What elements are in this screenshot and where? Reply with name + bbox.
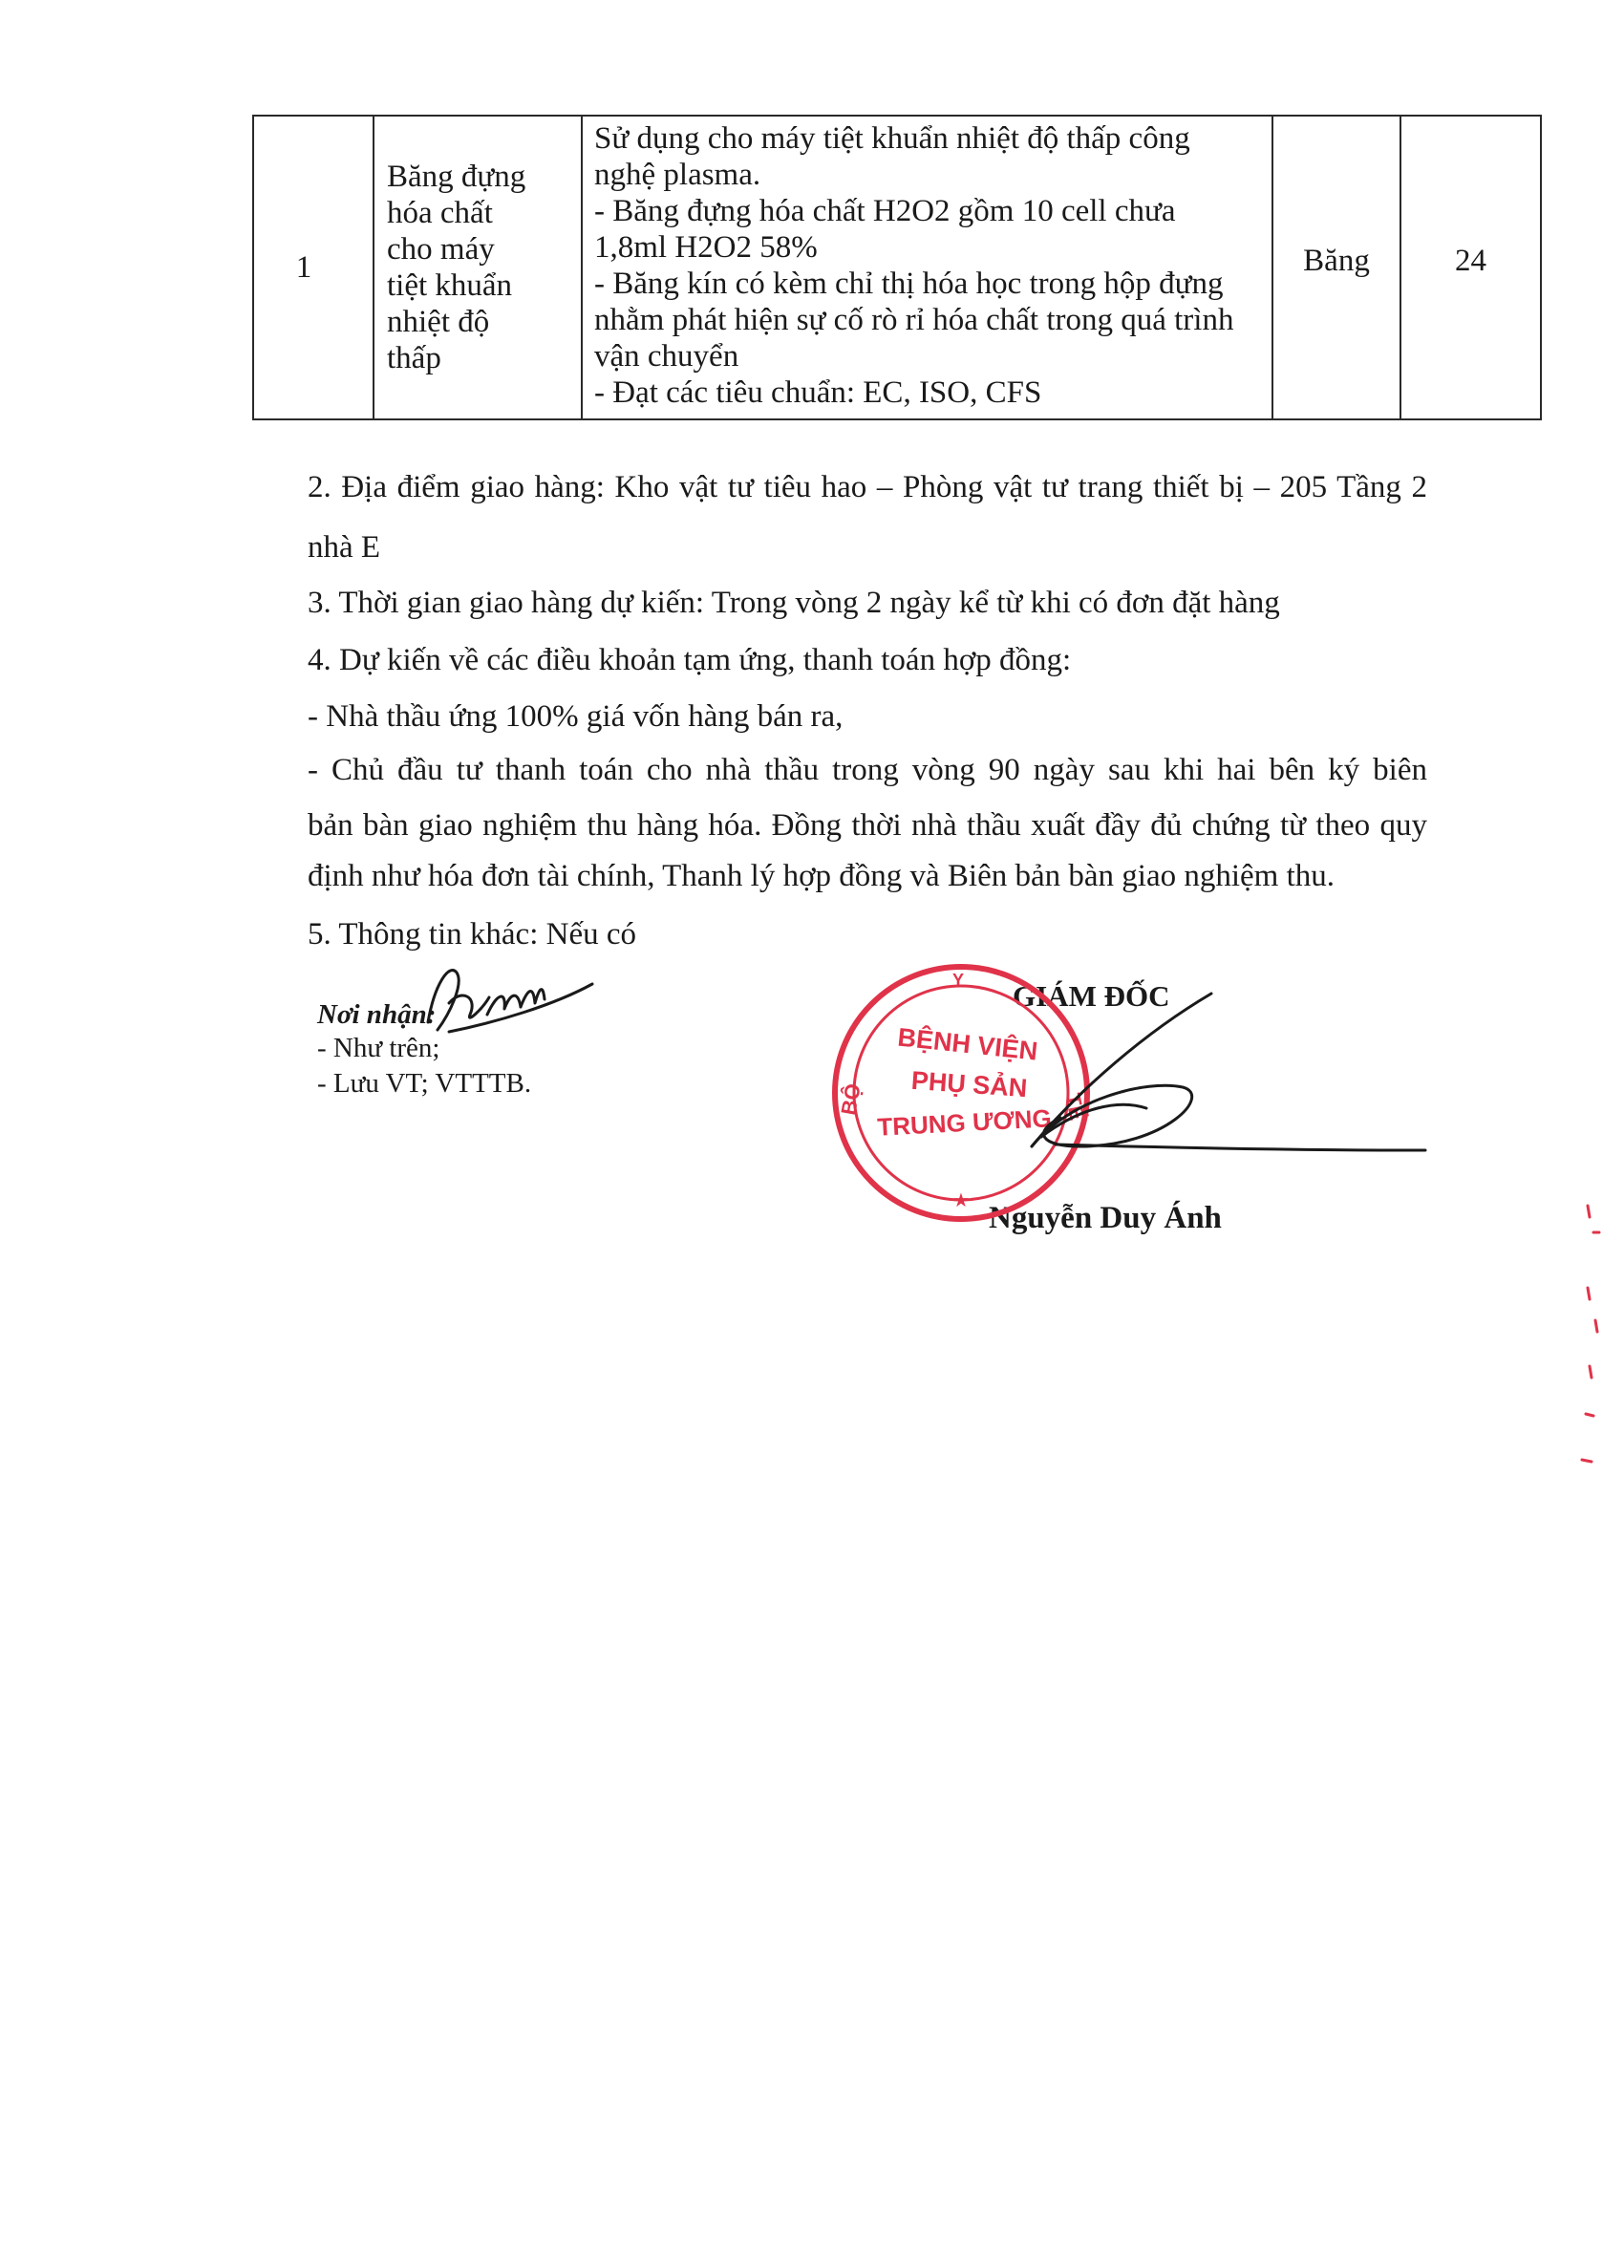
handwritten-initials [428,971,592,1032]
unit-cell: Băng [1272,116,1400,419]
item-name-line: hóa chất [387,196,493,230]
signer-title: GIÁM ĐỐC [1013,979,1170,1013]
item-name-line: cho máy [387,232,495,267]
stamp-line3: TRUNG ƯƠNG [876,1103,1053,1142]
description-line: nhằm phát hiện sự cố rò rỉ hóa chất trong quá trình [594,303,1234,337]
payment-term-line2: bản bàn giao nghiệm thu hàng hóa. Đồng thời nhà thầu xuất đầy đủ chứng từ theo quy [308,808,1427,843]
delivery-location-line2: nhà E [308,530,381,565]
payment-term-line3: định như hóa đơn tài chính, Thanh lý hợp đồng và Biên bản bàn giao nghiệm thu. [308,859,1336,893]
item-name-line: nhiệt độ [387,305,490,339]
description-line: - Đạt các tiêu chuẩn: EC, ISO, CFS [594,375,1042,410]
description-line: - Băng đựng hóa chất H2O2 gồm 10 cell chưa [594,194,1176,228]
payment-terms-heading: 4. Dự kiến về các điều khoản tạm ứng, thanh toán hợp đồng: [308,643,1072,677]
stamp-ring-left: BỘ [836,1081,865,1118]
row-number-cell: 1 [253,116,374,419]
stamp-line2: PHỤ SẢN [909,1065,1029,1103]
stamp-line1: BỆNH VIỆN [896,1022,1039,1066]
recipient-item: - Như trên; [317,1033,440,1063]
description-line: vận chuyển [594,339,739,374]
director-signature [1032,994,1425,1150]
item-name-line: thấp [387,341,441,375]
description-line: - Băng kín có kèm chỉ thị hóa học trong hộp đựng [594,267,1224,301]
item-name-line: tiệt khuẩn [387,268,513,303]
other-information: 5. Thông tin khác: Nếu có [308,917,636,952]
stamp-ring-top: Y [951,971,965,990]
stamp-star-icon: ★ [952,1188,970,1211]
description-line: Sử dụng cho máy tiệt khuẩn nhiệt độ thấp công [594,121,1190,156]
official-stamp [835,967,1089,1219]
payment-term-line1: - Chủ đầu tư thanh toán cho nhà thầu trong vòng 90 ngày sau khi hai bên ký biên [308,753,1427,787]
item-name-line: Băng đựng [387,160,526,194]
edge-marks [1582,1206,1599,1462]
description-line: nghệ plasma. [594,158,761,192]
delivery-time: 3. Thời gian giao hàng dự kiến: Trong vòng 2 ngày kể từ khi có đơn đặt hàng [308,586,1280,620]
quantity-cell: 24 [1400,116,1541,419]
recipient-item: - Lưu VT; VTTTB. [317,1068,532,1099]
recipients-title: Nơi nhận: [317,999,437,1030]
stamp-ring-right: TẾ [1060,1091,1090,1123]
delivery-location-line1: 2. Địa điểm giao hàng: Kho vật tư tiêu hao – Phòng vật tư trang thiết bị – 205 Tầng 2 [308,470,1427,504]
signer-name: Nguyễn Duy Ánh [989,1201,1222,1235]
advance-payment-term: - Nhà thầu ứng 100% giá vốn hàng bán ra, [308,699,844,734]
description-line: 1,8ml H2O2 58% [594,230,818,265]
